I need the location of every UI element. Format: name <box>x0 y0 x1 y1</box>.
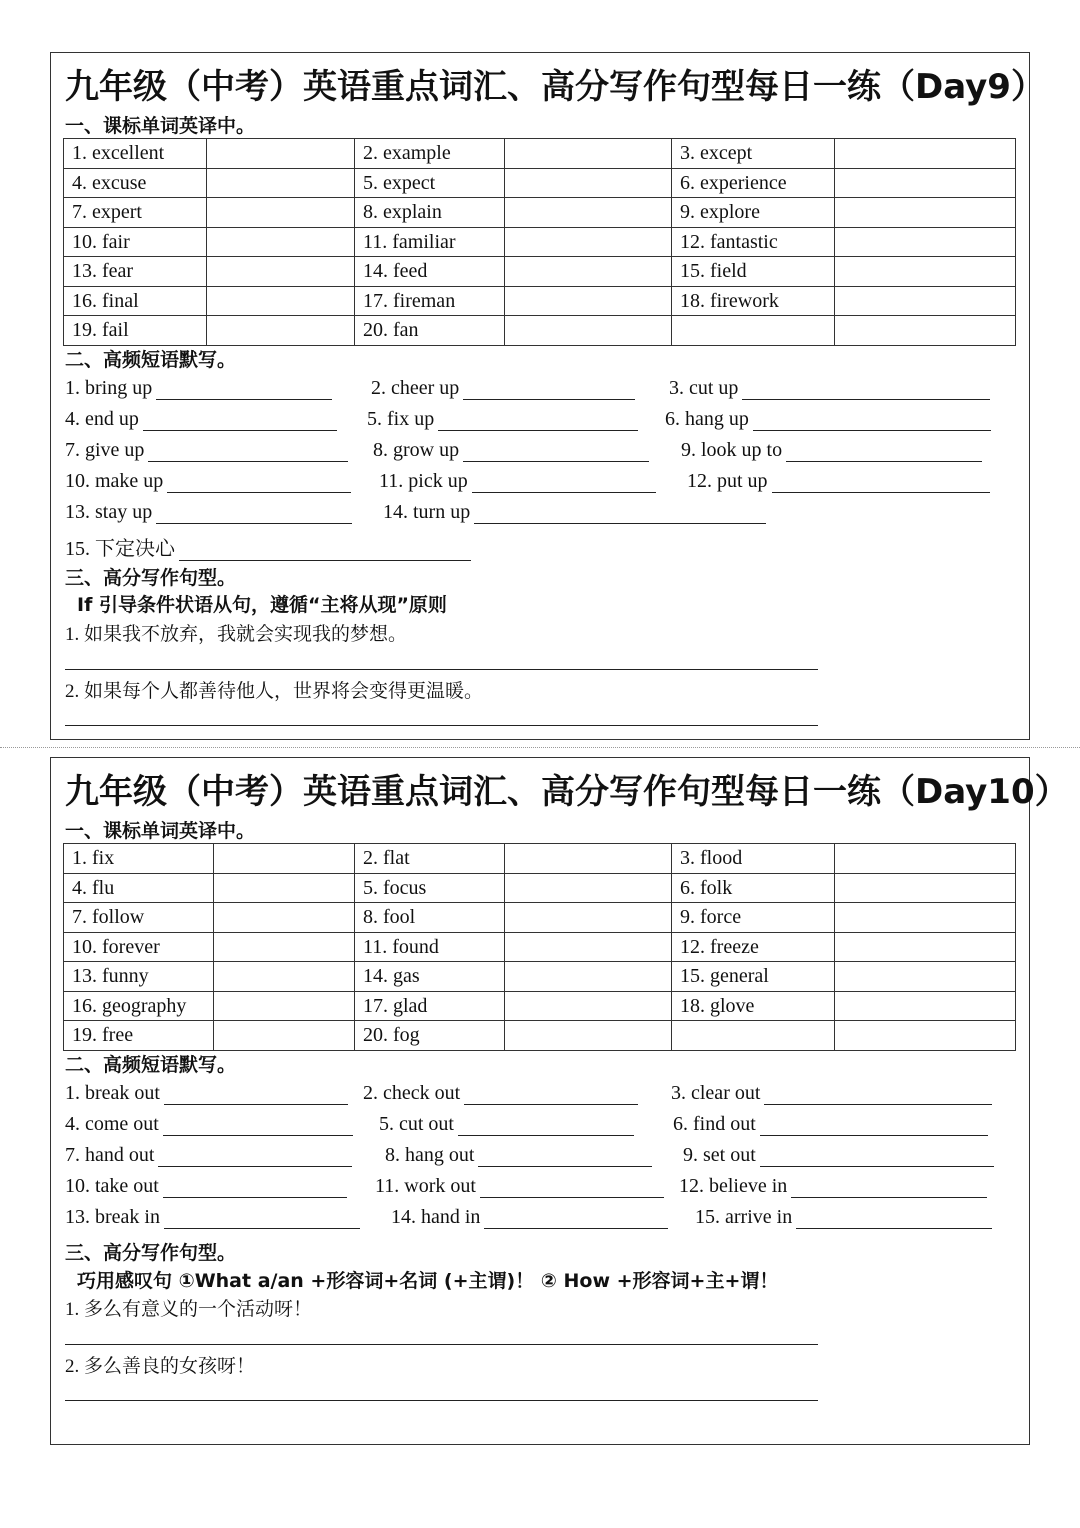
phrase-label: 5. cut out <box>379 1113 454 1135</box>
phrase-label: 15. 下定决心 <box>65 538 175 560</box>
vocab-word: 19. free <box>64 1021 214 1051</box>
phrase-answer-blank[interactable] <box>786 443 982 462</box>
vocab-word: 19. fail <box>64 316 207 346</box>
vocab-word: 1. fix <box>64 844 214 874</box>
phrase-answer-blank[interactable] <box>143 412 337 431</box>
phrase-label: 15. arrive in <box>695 1206 793 1228</box>
phrase-answer-blank[interactable] <box>458 1117 634 1136</box>
phrase-item <box>65 501 352 524</box>
answer-line-1[interactable] <box>65 1344 818 1345</box>
vocab-word: 3. flood <box>672 844 835 874</box>
phrase-answer-blank[interactable] <box>464 1086 638 1105</box>
vocab-word: 16. final <box>64 286 207 316</box>
vocab-word: 12. fantastic <box>672 227 835 257</box>
vocab-word: 14. gas <box>355 962 505 992</box>
vocab-word: 12. freeze <box>672 932 835 962</box>
grammar-rule: 巧用感叹句 ①What a/an +形容词+名词 (+主谓)！ ② How +形容词+主+谓！ <box>77 1270 779 1292</box>
vocab-answer-cell[interactable] <box>505 227 672 257</box>
translation-prompt-2: 2. 多么善良的女孩呀！ <box>65 1356 256 1377</box>
vocab-row <box>64 903 1016 933</box>
phrase-item <box>65 377 332 400</box>
vocab-answer-cell[interactable] <box>505 844 672 874</box>
phrase-label: 9. set out <box>683 1144 756 1166</box>
vocab-word: 20. fan <box>355 316 505 346</box>
phrase-answer-blank[interactable] <box>796 1210 992 1229</box>
phrase-answer-blank[interactable] <box>753 412 991 431</box>
phrase-answer-blank[interactable] <box>463 443 649 462</box>
phrase-answer-blank[interactable] <box>484 1210 668 1229</box>
phrase-label: 4. come out <box>65 1113 159 1135</box>
phrase-label: 14. hand in <box>391 1206 481 1228</box>
vocab-answer-cell[interactable] <box>207 316 355 346</box>
vocab-answer-cell[interactable] <box>214 873 355 903</box>
vocab-table <box>63 138 1016 346</box>
translation-prompt-2: 2. 如果每个人都善待他人，世界将会变得更温暖。 <box>65 681 484 702</box>
phrase-item <box>363 1082 638 1105</box>
phrase-answer-blank[interactable] <box>164 1210 360 1229</box>
vocab-table <box>63 843 1016 1051</box>
phrase-label: 11. work out <box>375 1175 476 1197</box>
vocab-word: 9. force <box>672 903 835 933</box>
vocab-answer-cell[interactable] <box>835 227 1016 257</box>
vocab-word: 14. feed <box>355 257 505 287</box>
answer-line-2[interactable] <box>65 725 818 726</box>
phrase-label: 6. hang up <box>665 408 749 430</box>
phrase-answer-blank[interactable] <box>480 1179 664 1198</box>
vocab-row <box>64 962 1016 992</box>
vocab-word: 18. firework <box>672 286 835 316</box>
phrase-answer-blank[interactable] <box>760 1117 988 1136</box>
vocab-answer-cell[interactable] <box>505 1021 672 1051</box>
phrase-answer-blank[interactable] <box>760 1148 994 1167</box>
phrase-answer-blank[interactable] <box>474 505 766 524</box>
grammar-rule: If 引导条件状语从句，遵循“主将从现”原则 <box>77 594 447 616</box>
phrase-answer-blank[interactable] <box>791 1179 987 1198</box>
vocab-answer-cell[interactable] <box>214 903 355 933</box>
vocab-word: 13. fear <box>64 257 207 287</box>
phrase-item <box>385 1144 652 1167</box>
phrase-answer-blank[interactable] <box>179 542 471 561</box>
phrase-item <box>65 1082 348 1105</box>
vocab-answer-cell[interactable] <box>207 168 355 198</box>
vocab-word: 4. flu <box>64 873 214 903</box>
phrase-item <box>65 1144 352 1167</box>
phrase-label: 1. bring up <box>65 377 153 399</box>
phrase-item <box>371 377 635 400</box>
vocab-answer-cell[interactable] <box>835 1021 1016 1051</box>
vocab-answer-cell[interactable] <box>835 168 1016 198</box>
vocab-word: 17. fireman <box>355 286 505 316</box>
vocab-word: 16. geography <box>64 991 214 1021</box>
vocab-answer-cell[interactable] <box>207 198 355 228</box>
phrase-label: 11. pick up <box>379 470 468 492</box>
phrase-label: 2. cheer up <box>371 377 460 399</box>
phrase-label: 4. end up <box>65 408 139 430</box>
vocab-word: 10. forever <box>64 932 214 962</box>
vocab-answer-cell[interactable] <box>207 227 355 257</box>
answer-line-1[interactable] <box>65 669 818 670</box>
vocab-word: 2. flat <box>355 844 505 874</box>
vocab-answer-cell[interactable] <box>214 1021 355 1051</box>
phrase-item <box>375 1175 664 1198</box>
phrase-label: 10. take out <box>65 1175 159 1197</box>
phrase-label: 6. find out <box>673 1113 756 1135</box>
vocab-row <box>64 316 1016 346</box>
phrase-item <box>669 377 990 400</box>
phrase-label: 10. make up <box>65 470 164 492</box>
phrase-answer-blank[interactable] <box>148 443 348 462</box>
phrase-answer-blank[interactable] <box>156 505 352 524</box>
phrase-label: 12. put up <box>687 470 768 492</box>
phrase-item <box>65 1113 353 1136</box>
vocab-answer-cell[interactable] <box>835 286 1016 316</box>
vocab-word: 15. field <box>672 257 835 287</box>
vocab-word: 4. excuse <box>64 168 207 198</box>
vocab-answer-cell[interactable] <box>835 991 1016 1021</box>
phrase-answer-blank[interactable] <box>742 381 990 400</box>
phrase-answer-blank[interactable] <box>167 474 351 493</box>
section-phrase-heading: 二、高频短语默写。 <box>65 349 237 371</box>
phrase-item <box>687 470 990 493</box>
vocab-word <box>672 1021 835 1051</box>
vocab-row <box>64 198 1016 228</box>
vocab-word: 5. expect <box>355 168 505 198</box>
phrase-item <box>65 470 351 493</box>
phrase-label: 7. give up <box>65 439 145 461</box>
phrase-item <box>679 1175 987 1198</box>
phrase-item <box>373 439 649 462</box>
vocab-word: 3. except <box>672 139 835 169</box>
phrase-item <box>65 1206 360 1229</box>
vocab-answer-cell[interactable] <box>835 903 1016 933</box>
vocab-row <box>64 932 1016 962</box>
vocab-answer-cell[interactable] <box>207 139 355 169</box>
vocab-answer-cell[interactable] <box>505 932 672 962</box>
phrase-answer-blank[interactable] <box>164 1086 348 1105</box>
phrase-item <box>383 501 766 524</box>
phrase-label: 3. cut up <box>669 377 739 399</box>
phrase-label: 3. clear out <box>671 1082 761 1104</box>
vocab-answer-cell[interactable] <box>207 257 355 287</box>
vocab-row <box>64 991 1016 1021</box>
vocab-answer-cell[interactable] <box>835 932 1016 962</box>
translation-prompt-1: 1. 多么有意义的一个活动呀！ <box>65 1299 313 1320</box>
section-phrase-heading: 二、高频短语默写。 <box>65 1054 237 1076</box>
phrase-label: 13. stay up <box>65 501 153 523</box>
phrase-item <box>673 1113 988 1136</box>
vocab-answer-cell[interactable] <box>505 873 672 903</box>
phrase-answer-blank[interactable] <box>163 1179 347 1198</box>
phrase-answer-blank[interactable] <box>772 474 990 493</box>
section-sentence-heading: 三、高分写作句型。 <box>65 1242 237 1264</box>
vocab-word: 13. funny <box>64 962 214 992</box>
phrase-answer-blank[interactable] <box>764 1086 992 1105</box>
vocab-answer-cell[interactable] <box>214 932 355 962</box>
phrase-item <box>671 1082 992 1105</box>
vocab-word: 6. folk <box>672 873 835 903</box>
vocab-answer-cell[interactable] <box>505 991 672 1021</box>
vocab-answer-cell[interactable] <box>505 316 672 346</box>
phrase-label: 8. grow up <box>373 439 460 461</box>
vocab-answer-cell[interactable] <box>835 139 1016 169</box>
phrase-answer-blank[interactable] <box>158 1148 352 1167</box>
vocab-answer-cell[interactable] <box>505 903 672 933</box>
vocab-word: 18. glove <box>672 991 835 1021</box>
phrase-label: 2. check out <box>363 1082 461 1104</box>
phrase-answer-blank[interactable] <box>478 1148 652 1167</box>
phrase-label: 8. hang out <box>385 1144 475 1166</box>
vocab-answer-cell[interactable] <box>214 991 355 1021</box>
vocab-word: 10. fair <box>64 227 207 257</box>
phrase-item <box>379 1113 634 1136</box>
vocab-word: 15. general <box>672 962 835 992</box>
phrase-item <box>379 470 656 493</box>
phrase-item <box>367 408 638 431</box>
vocab-answer-cell[interactable] <box>505 198 672 228</box>
vocab-row <box>64 844 1016 874</box>
sheet-title: 九年级（中考）英语重点词汇、高分写作句型每日一练（Day9） <box>65 67 1045 107</box>
phrase-item <box>65 439 348 462</box>
vocab-answer-cell[interactable] <box>835 873 1016 903</box>
phrase-label: 7. hand out <box>65 1144 155 1166</box>
vocab-row <box>64 873 1016 903</box>
phrase-item <box>65 532 471 561</box>
vocab-row <box>64 168 1016 198</box>
vocab-word: 8. explain <box>355 198 505 228</box>
vocab-row <box>64 286 1016 316</box>
phrase-item <box>391 1206 668 1229</box>
vocab-word: 6. experience <box>672 168 835 198</box>
translation-prompt-1: 1. 如果我不放弃，我就会实现我的梦想。 <box>65 624 408 645</box>
phrase-answer-blank[interactable] <box>156 381 332 400</box>
sheet-title: 九年级（中考）英语重点词汇、高分写作句型每日一练（Day10） <box>65 772 1069 812</box>
vocab-word: 20. fog <box>355 1021 505 1051</box>
phrase-label: 12. believe in <box>679 1175 788 1197</box>
vocab-word: 11. familiar <box>355 227 505 257</box>
vocab-word: 7. expert <box>64 198 207 228</box>
phrase-label: 1. break out <box>65 1082 160 1104</box>
vocab-answer-cell[interactable] <box>214 962 355 992</box>
phrase-answer-blank[interactable] <box>163 1117 353 1136</box>
vocab-answer-cell[interactable] <box>505 168 672 198</box>
phrase-item <box>65 408 337 431</box>
section-vocab-heading: 一、课标单词英译中。 <box>65 820 256 842</box>
phrase-answer-blank[interactable] <box>472 474 656 493</box>
vocab-answer-cell[interactable] <box>505 962 672 992</box>
page-separator <box>0 747 1080 748</box>
vocab-answer-cell[interactable] <box>505 286 672 316</box>
vocab-word: 2. example <box>355 139 505 169</box>
vocab-answer-cell[interactable] <box>835 198 1016 228</box>
vocab-word: 5. focus <box>355 873 505 903</box>
vocab-answer-cell[interactable] <box>835 257 1016 287</box>
phrase-item <box>665 408 991 431</box>
worksheet-day9 <box>50 52 1045 740</box>
vocab-row <box>64 257 1016 287</box>
phrase-item <box>681 439 982 462</box>
phrase-label: 13. break in <box>65 1206 160 1228</box>
section-vocab-heading: 一、课标单词英译中。 <box>65 115 256 137</box>
vocab-row <box>64 139 1016 169</box>
vocab-row <box>64 1021 1016 1051</box>
vocab-word: 7. follow <box>64 903 214 933</box>
worksheet-day10 <box>50 757 1069 1445</box>
vocab-answer-cell[interactable] <box>835 316 1016 346</box>
vocab-answer-cell[interactable] <box>207 286 355 316</box>
phrase-item <box>695 1206 992 1229</box>
vocab-word: 1. excellent <box>64 139 207 169</box>
vocab-answer-cell[interactable] <box>835 962 1016 992</box>
vocab-answer-cell[interactable] <box>835 844 1016 874</box>
phrase-item <box>65 1175 347 1198</box>
vocab-answer-cell[interactable] <box>214 844 355 874</box>
phrase-label: 5. fix up <box>367 408 435 430</box>
vocab-word: 11. found <box>355 932 505 962</box>
vocab-word: 17. glad <box>355 991 505 1021</box>
phrase-label: 14. turn up <box>383 501 471 523</box>
vocab-word: 9. explore <box>672 198 835 228</box>
phrase-answer-blank[interactable] <box>438 412 638 431</box>
vocab-word <box>672 316 835 346</box>
phrase-label: 9. look up to <box>681 439 783 461</box>
answer-line-2[interactable] <box>65 1400 818 1401</box>
vocab-answer-cell[interactable] <box>505 139 672 169</box>
section-sentence-heading: 三、高分写作句型。 <box>65 567 237 589</box>
vocab-answer-cell[interactable] <box>505 257 672 287</box>
vocab-row <box>64 227 1016 257</box>
phrase-item <box>683 1144 994 1167</box>
phrase-answer-blank[interactable] <box>463 381 635 400</box>
vocab-word: 8. fool <box>355 903 505 933</box>
